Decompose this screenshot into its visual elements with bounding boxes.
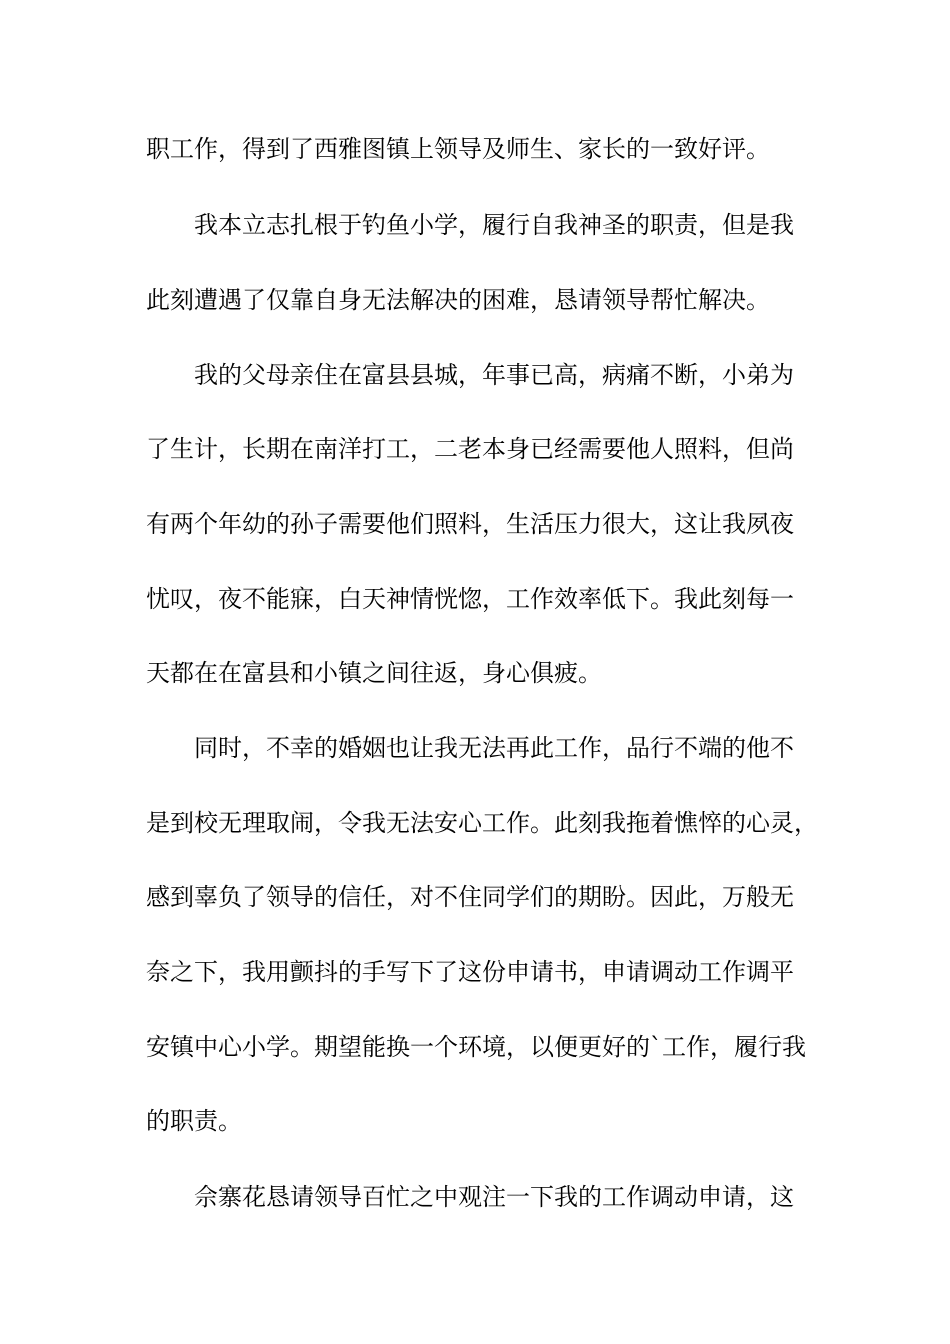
text-line: 奈之下，我用颤抖的手写下了这份申请书，申请调动工作调平	[146, 958, 794, 986]
text-line: 忧叹，夜不能寐，白天神情恍惚，工作效率低下。我此刻每一	[146, 585, 794, 613]
paragraph-start-line: 同时，不幸的婚姻也让我无法再此工作，品行不端的他不	[194, 734, 794, 762]
text-line: 了生计，长期在南洋打工，二老本身已经需要他人照料，但尚	[146, 435, 794, 463]
text-line: 是到校无理取闹，令我无法安心工作。此刻我拖着憔悴的心灵，	[146, 809, 818, 837]
paragraph-start-line: 我本立志扎根于钓鱼小学，履行自我神圣的职责，但是我	[194, 211, 794, 239]
paragraph-start-line: 佘寨花恳请领导百忙之中观注一下我的工作调动申请，这	[194, 1183, 794, 1211]
text-line: 的职责。	[146, 1107, 242, 1135]
text-line: 此刻遭遇了仅靠自身无法解决的困难，恳请领导帮忙解决。	[146, 286, 770, 314]
text-line: 天都在在富县和小镇之间往返，身心俱疲。	[146, 659, 602, 687]
text-line: 安镇中心小学。期望能换一个环境，以便更好的`工作，履行我	[146, 1033, 806, 1061]
paragraph-start-line: 我的父母亲住在富县县城，年事已高，病痛不断，小弟为	[194, 361, 794, 389]
text-line: 感到辜负了领导的信任，对不住同学们的期盼。因此，万般无	[146, 883, 794, 911]
text-line: 职工作，得到了西雅图镇上领导及师生、家长的一致好评。	[146, 135, 770, 163]
text-line: 有两个年幼的孙子需要他们照料，生活压力很大，这让我夙夜	[146, 510, 794, 538]
